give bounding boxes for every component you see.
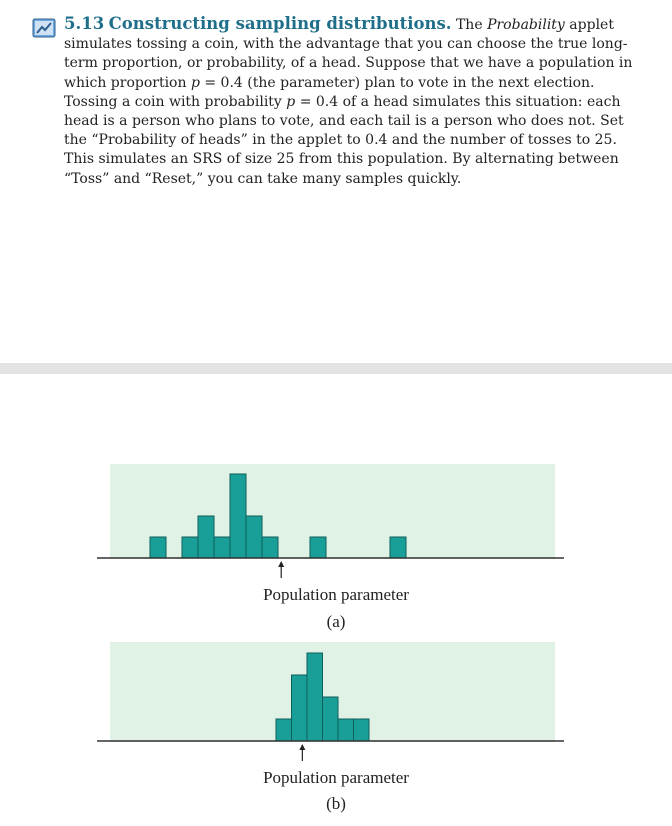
panel-a-caption: (a) [326,612,346,631]
panel-a-bar [262,537,278,558]
applet-name: Probability [487,17,565,33]
applet-icon[interactable] [32,18,56,38]
problem-text-1: The [451,17,488,33]
problem-number: 5.13 [64,14,105,33]
panel-a-bar [310,537,326,558]
problem-text-4: = 0.4 of a head simulates this situation: each head is a person who plans to vote, and each tail is a person who does not. Set the “Probability of heads” in the applet to 0.4 and the number of tosses to 25. This simulates an SRS of size 25 from this population. By alternating between “Toss” and “Reset,” you can take many samples quickly. [64,93,624,187]
panel-a-parameter-arrow [278,561,284,578]
panel-a-bar [246,516,262,558]
panel-b-bar [307,653,323,741]
panel-a-background [110,464,555,559]
p-variable: p [286,93,296,110]
panel-b-parameter-arrow [299,744,305,761]
panel-b-bar [323,697,339,741]
panel-a-bar [230,474,246,558]
panel-b-bar [338,719,354,741]
problem-text-2: applet simulates tossing a coin, with the advantage that you can choose the true long-term proportion, or probability, of a head. Suppose that we have a population in which proportion [64,17,633,91]
panel-b-caption: (b) [326,794,346,813]
problem-statement [30,14,642,189]
panel-b-parameter-label: Population parameter [263,768,409,787]
sampling-distribution-figure [0,380,672,822]
panel-a-bar [214,537,230,558]
panel-a-bar [390,537,406,558]
panel-a-bar [198,516,214,558]
panel-a-bar [182,537,198,558]
problem-text-3: = 0.4 (the parameter) plan to vote in the next election. Tossing a coin with probability [64,74,595,110]
panel-b-bar [354,719,370,741]
panel-a-bar [150,537,166,558]
panel-a-parameter-label: Population parameter [263,585,409,604]
p-variable: p [190,74,200,91]
section-divider [0,363,672,374]
problem-title: Constructing sampling distributions. [108,14,452,33]
panel-b-bar [276,719,292,741]
panel-a-arrow-head [278,561,284,567]
panel-b-bar [292,675,308,741]
panel-b-arrow-head [299,744,305,750]
